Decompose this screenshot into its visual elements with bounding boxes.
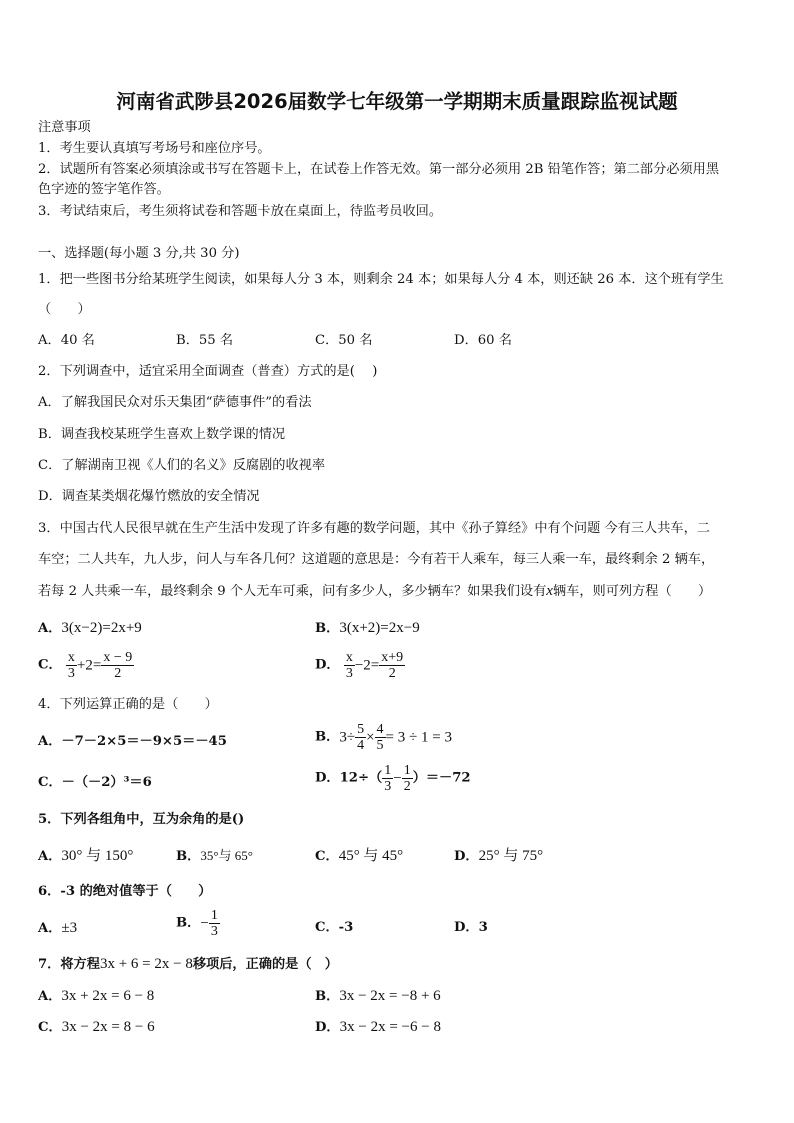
q5-option-b-label: B． [176,849,201,864]
q4-stem: 4．下列运算正确的是（ ） [38,697,218,712]
denominator: 4 [357,738,365,753]
q1-option-a: A．40 名 [38,333,95,348]
q7-option-a [38,986,154,1007]
q3-option-c-frac-2 [101,650,134,681]
q7-stem-pre: 7．将方程 [38,957,100,972]
q4-option-d [315,763,471,794]
q6-stem: 6．-3 的绝对值等于（ ） [38,884,212,899]
q5-option-d [454,846,543,867]
q3-option-b [315,618,420,639]
q7-option-a-label: A． [38,989,62,1004]
q4-option-d-mid: − [393,770,402,787]
notes-item-2-line-2: 色字迹的签字笔作答。 [38,182,170,197]
q6-option-a-expr: ±3 [61,920,78,936]
q6-option-a-label: A． [38,921,62,936]
q1-option-d: D．60 名 [454,333,512,348]
q7-stem-expr: 3x + 6 = 2x − 8 [99,956,193,972]
q2-stem: 2．下列调查中，适宜采用全面调查（普查）方式的是( ) [38,364,378,379]
q2-option-b: B．调查我校某班学生喜欢上数学课的情况 [38,427,286,442]
q3-option-a-label: A． [38,621,62,636]
page-title: 河南省武陟县2026届数学七年级第一学期期末质量跟踪监视试题 [116,90,678,113]
numerator: x [67,650,75,665]
q6-option-b-sign: − [200,915,209,932]
q2-option-c: C．了解湖南卫视《人们的名义》反腐剧的收视率 [38,458,326,473]
q5-option-c-expr: 45° 与 45° [338,848,404,864]
q5-option-c-label: C． [315,849,339,864]
notes-heading: 注意事项 [38,120,91,135]
q5-option-c [315,846,403,867]
q3-option-d-frac-1 [344,650,355,681]
q3-option-c-mid: +2= [76,657,102,674]
q7-stem [38,954,338,975]
notes-item-3: 3．考试结束后，考生须将试卷和答题卡放在桌面上，待监考员收回。 [38,204,443,219]
notes-item-1: 1．考生要认真填写考场号和座位序号。 [38,141,271,156]
numerator: 1 [403,763,411,778]
numerator: x+9 [381,650,404,665]
q7-option-c-expr: 3x − 2x = 8 − 6 [61,1019,155,1035]
q3-option-c [38,650,134,681]
q1-option-b: B．55 名 [176,333,234,348]
q1-stem-line-2: （ ） [38,302,91,317]
denominator: 5 [376,738,384,753]
q4-option-d-post: ）＝－72 [412,770,471,786]
numerator: x [345,650,353,665]
q5-option-a-expr: 30° 与 150° [61,848,134,864]
q3-option-d-mid: −2= [354,657,380,674]
denominator: 3 [210,924,218,939]
numerator: 1 [210,908,218,923]
q4-option-d-frac-1 [382,763,393,794]
q3-option-c-label: C． [38,657,62,673]
q7-option-b [315,986,441,1007]
q4-option-b-pre: 3÷ [339,729,356,746]
q7-option-b-label: B． [315,989,340,1004]
q3-option-a [38,618,142,639]
q6-option-b [176,908,220,939]
q3-option-d [315,650,405,681]
q7-option-a-expr: 3x + 2x = 6 − 8 [61,988,155,1004]
q3-variable: x [546,583,553,599]
denominator: 3 [345,666,353,681]
q3-stem-line-3 [38,581,711,602]
q4-option-d-frac-2 [402,763,413,794]
q4-option-b-label: B． [315,729,340,745]
q7-option-c-label: C． [38,1020,62,1035]
q5-option-d-expr: 25° 与 75° [478,848,544,864]
q3-option-d-label: D． [315,657,340,673]
q4-option-d-label: D． [315,770,340,786]
numerator: 5 [357,722,365,737]
q3-option-b-expr: 3(x+2)=2x−9 [339,620,420,636]
q3-stem-line-3-pre: 若每 2 人共乘一车，最终剩余 9 个人无车可乘，问有多少人，多少辆车？如果我们设有 [38,584,547,599]
q2-option-a: A．了解我国民众对乐天集团“萨德事件”的看法 [38,395,312,410]
q7-option-d-label: D． [315,1020,340,1035]
q1-option-c: C．50 名 [315,333,373,348]
q5-option-b-expr: 35°与 65° [200,848,253,863]
q3-option-a-expr: 3(x−2)=2x+9 [61,620,142,636]
q2-option-d: D．调查某类烟花爆竹燃放的安全情况 [38,489,260,504]
notes-item-2-line-1: 2．试题所有答案必须填涂或书写在答题卡上，在试卷上作答无效。第一部分必须用 2B 铅笔作答；第二部分必须用黑 [38,162,720,177]
q7-option-c [38,1017,155,1038]
q1-stem-line-1: 1．把一些图书分给某班学生阅读，如果每人分 3 本，则剩余 24 本；如果每人分 4 本，则还缺 26 本．这个班有学生 [38,272,724,287]
q3-option-b-label: B． [315,621,340,636]
numerator: 4 [376,722,384,737]
numerator: 1 [384,763,392,778]
q5-option-a-label: A． [38,849,62,864]
q4-option-b-mid: × [366,729,375,746]
q4-option-b [315,722,452,753]
q3-stem-line-1: 3．中国古代人民很早就在生产生活中发现了许多有趣的数学问题，其中《孙子算经》中有个问题 今有三人共车，二 [38,521,710,536]
q6-option-d: D．3 [454,920,488,935]
q4-option-b-post: = 3 ÷ 1 = 3 [385,729,452,746]
q7-option-d [315,1017,441,1038]
q3-stem-line-2: 车空；二人共车，九人步，问人与车各几何？这道题的意思是：今有若干人乘车，每三人乘一车，最终剩余 2 辆车， [38,552,715,567]
q3-stem-line-3-post: 辆车，则可列方程（ ） [552,584,712,599]
denominator: 2 [388,666,396,681]
q6-option-b-label: B． [176,915,201,931]
q5-option-b [176,846,253,867]
q3-option-d-frac-2 [379,650,405,681]
q4-option-c: C．－（－2）³＝6 [38,775,152,790]
section-heading: 一、选择题(每小题 3 分,共 30 分) [38,246,240,261]
denominator: 2 [403,779,411,794]
q6-option-a [38,918,77,939]
q5-stem: 5．下列各组角中，互为余角的是() [38,812,245,827]
q4-option-d-pre: 12÷（ [339,770,383,786]
q6-option-c: C．-3 [315,920,354,935]
denominator: 3 [67,666,75,681]
q5-option-d-label: D． [454,849,479,864]
q6-option-b-frac [209,908,220,939]
q4-option-b-frac-1 [355,722,366,753]
numerator: x − 9 [103,650,133,665]
q7-option-b-expr: 3x − 2x = −8 + 6 [339,988,441,1004]
q4-option-a: A．－7－2×5＝－9×5＝－45 [38,734,227,749]
q4-option-b-frac-2 [375,722,386,753]
q7-option-d-expr: 3x − 2x = −6 − 8 [339,1019,441,1035]
q7-stem-post: 移项后，正确的是（ ） [192,957,338,972]
q3-option-c-frac-1 [66,650,77,681]
denominator: 3 [384,779,392,794]
denominator: 2 [114,666,122,681]
q5-option-a [38,846,133,867]
